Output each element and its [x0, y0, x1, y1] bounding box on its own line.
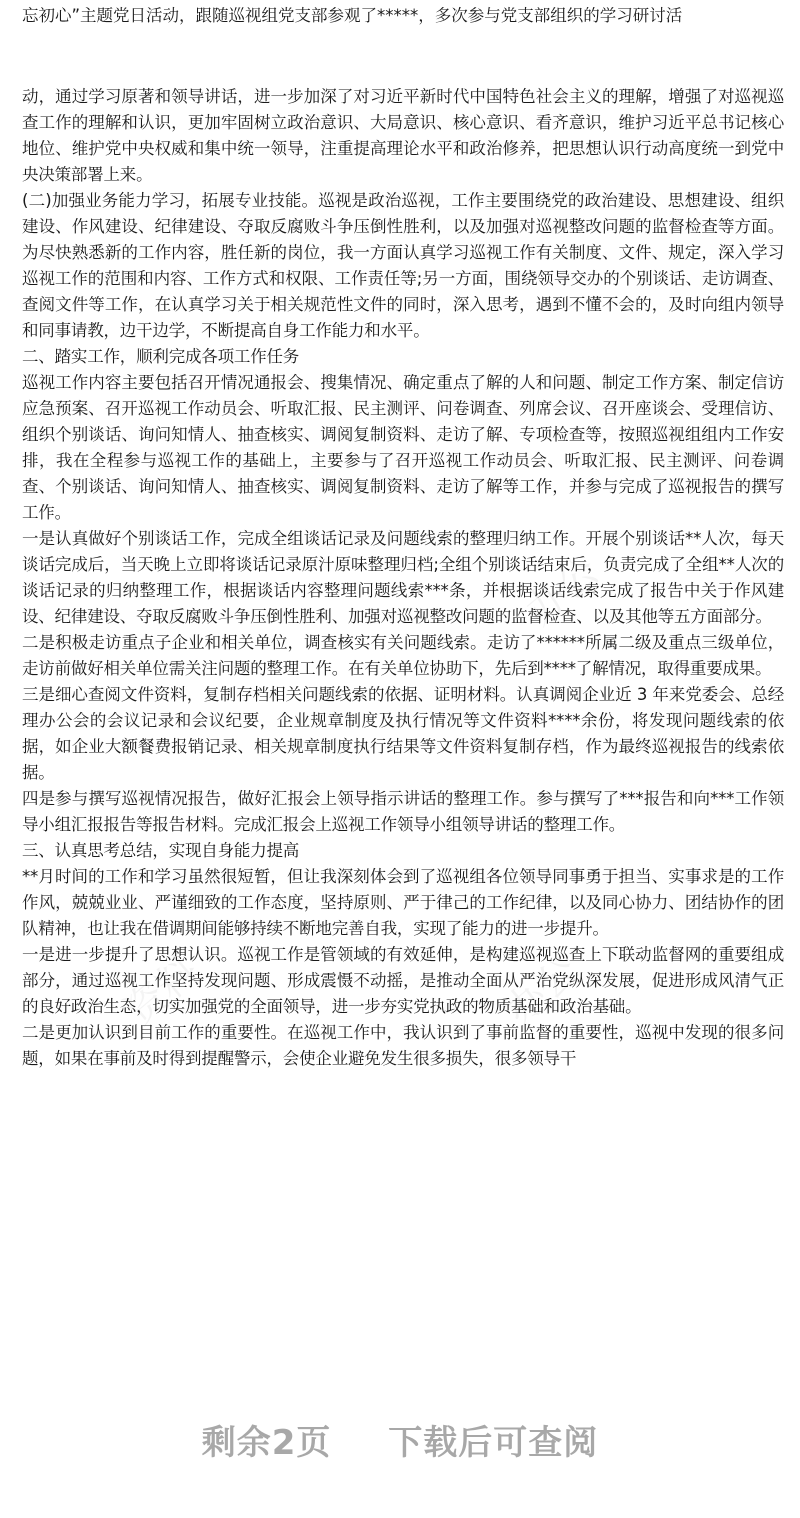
document-body [22, 84, 784, 1072]
paragraph: (二)加强业务能力学习，拓展专业技能。巡视是政治巡视，工作主要围绕党的政治建设、思想建设、组织建设、作风建设、纪律建设、夺取反腐败斗争压倒性胜利，以及加强对巡视整改问题的监督检查等方面。为尽快熟悉新的工作内容，胜任新的岗位，我一方面认真学习巡视工作有关制度、文件、规定，深入学习巡视工作的范围和内容、工作方式和权限、工作责任等;另一方面，围绕领导交办的个别谈话、走访调查、查阅文件等工作，在认真学习关于相关规范性文件的同时，深入思考，遇到不懂不会的，及时向组内领导和同事请教，边干边学，不断提高自身工作能力和水平。 [22, 191, 784, 340]
paragraph: 四是参与撰写巡视情况报告，做好汇报会上领导指示讲话的整理工作。参与撰写了***报告和向***工作领导小组汇报报告等报告材料。完成汇报会上巡视工作领导小组领导讲话的整理工作。 [22, 789, 784, 834]
paragraph: 一是认真做好个别谈话工作，完成全组谈话记录及问题线索的整理归纳工作。开展个别谈话**人次，每天谈话完成后，当天晚上立即将谈话记录原汁原味整理归档;全组个别谈话结束后，负责完成了全组**人次的谈话记录的归纳整理工作，根据谈话内容整理问题线索***条，并根据谈话线索完成了报告中关于作风建设、纪律建设、夺取反腐败斗争压倒性胜利、加强对巡视整改问题的监督检查、以及其他等五方面部分。 [22, 529, 784, 626]
section-heading: 三、认真思考总结，实现自身能力提高 [22, 841, 300, 860]
document-top-line: 忘初心”主题党日活动，跟随巡视组党支部参观了*****，多次参与党支部组织的学习研讨活 [22, 6, 683, 25]
paragraph: 一是进一步提升了思想认识。巡视工作是管领域的有效延伸，是构建巡视巡查上下联动监督网的重要组成部分，通过巡视工作坚持发现问题、形成震慑不动摇，是推动全面从严治党纵深发展，促进形成风清气正的良好政治生态，切实加强党的全面领导，进一步夯实党执政的物质基础和政治基础。 [22, 945, 784, 1016]
paragraph: 二是更加认识到目前工作的重要性。在巡视工作中，我认识到了事前监督的重要性，巡视中发现的很多问题，如果在事前及时得到提醒警示，会使企业避免发生很多损失，很多领导干 [22, 1023, 784, 1068]
section-heading: 二、踏实工作，顺利完成各项工作任务 [22, 347, 300, 366]
paragraph: 巡视工作内容主要包括召开情况通报会、搜集情况、确定重点了解的人和问题、制定工作方案、制定信访应急预案、召开巡视工作动员会、听取汇报、民主测评、问卷调查、列席会议、召开座谈会、受理信访、组织个别谈话、询问知情人、抽查核实、调阅复制资料、走访了解、专项检查等，按照巡视组组内工作安排，我在全程参与巡视工作的基础上，主要参与了召开巡视工作动员会、听取汇报、民主测评、问卷调查、个别谈话、询问知情人、抽查核实、调阅复制资料、走访了解等工作，并参与完成了巡视报告的撰写工作。 [22, 373, 784, 522]
paragraph: 二是积极走访重点子企业和相关单位，调查核实有关问题线索。走访了******所属二级及重点三级单位，走访前做好相关单位需关注问题的整理工作。在有关单位协助下，先后到****了解情况，取得重要成果。 [22, 633, 784, 678]
download-hint-label: 下载后可查阅 [388, 1423, 599, 1463]
download-banner[interactable] [0, 1415, 800, 1464]
paragraph: **月时间的工作和学习虽然很短暂，但让我深刻体会到了巡视组各位领导同事勇于担当、实事求是的工作作风，兢兢业业、严谨细致的工作态度，坚持原则、严于律己的工作纪律，以及同心协力、团结协作的团队精神，也让我在借调期间能够持续不断地完善自我，实现了能力的进一步提升。 [22, 867, 784, 938]
remaining-pages-label: 剩余2页 [201, 1423, 332, 1463]
paragraph: 动，通过学习原著和领导讲话，进一步加深了对习近平新时代中国特色社会主义的理解，增强了对巡视巡查工作的理解和认识，更加牢固树立政治意识、大局意识、核心意识、看齐意识，维护习近平总书记核心地位、维护党中央权威和集中统一领导，注重提高理论水平和政治修养，把思想认识行动高度统一到党中央决策部署上来。 [22, 87, 784, 184]
paragraph: 三是细心查阅文件资料，复制存档相关问题线索的依据、证明材料。认真调阅企业近 3 年来党委会、总经理办公会的会议记录和会议纪要，企业规章制度及执行情况等文件资料****余份，将发现问题线索的依据，如企业大额餐费报销记录、相关规章制度执行结果等文件资料复制存档，作为最终巡视报告的线索依据。 [22, 685, 784, 782]
